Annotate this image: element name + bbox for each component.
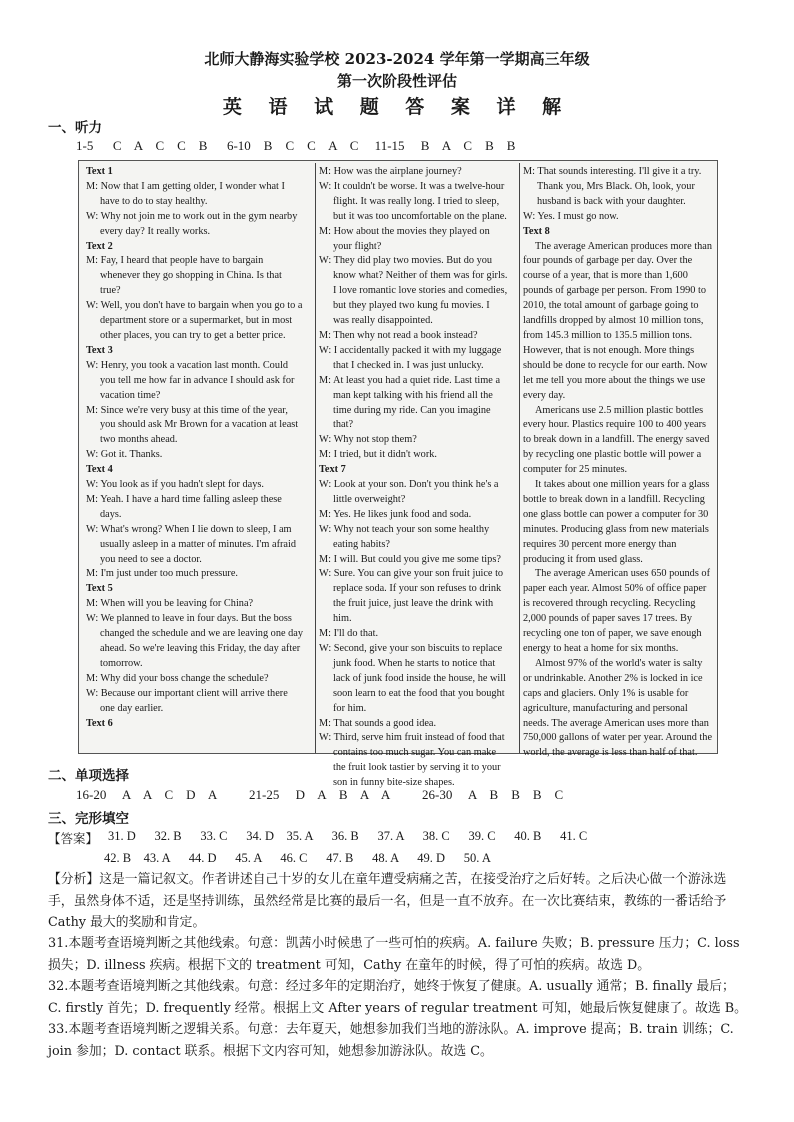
transcript-column-3: [519, 163, 715, 759]
exam-subtitle: 第一次阶段性评估: [336, 72, 457, 90]
transcript-line: M: Fay, I heard that people have to bargain whenever they go shopping in China. Is that true?: [86, 255, 282, 297]
transcript-text-heading: Text 7: [319, 464, 346, 476]
transcript-line: W: Why not stop them?: [319, 434, 417, 446]
transcript-line: W: Second, give your son biscuits to replace junk food. When he starts to notice that lack of junk food inside the house, he will soon learn to eat the food that you bought for him.: [319, 643, 507, 714]
transcript-line: W: Well, you don't have to bargain when you go to a department store or a supermarket, but in most other places, you can try to get a better price.: [86, 300, 303, 341]
transcript-line: W: Henry, you took a vacation last month. Could you tell me how far in advance I should ask for vacation time?: [86, 359, 295, 401]
transcript-text-heading: Text 4: [86, 464, 113, 476]
transcript-column-1: [83, 163, 306, 753]
transcript-line: M: How about the movies they played on your flight?: [319, 225, 490, 252]
transcript-line: M: How was the airplane journey?: [319, 166, 462, 177]
transcript-line: M: At least you had a quiet ride. Last time a man kept talking with his friend all the time during my ride. Can you imagine that?: [319, 374, 501, 431]
listening-answer-row: 1-5 C A C C B 6-10 B C C A C 11-15 B A C B B: [76, 138, 516, 153]
transcript-line: W: Why not teach your son some healthy eating habits?: [319, 523, 490, 550]
cloze-answer-row-1: 31. D 32. B 33. C 34. D 35. A 36. B 37. A 38. C 39. C 40. B 41. C: [108, 829, 588, 843]
transcript-line: It takes about one million years for a glass bottle to break down in a landfill. Recycling one glass bottle can power a computer for 30 minutes. Producing glass from new materials requires 30 percent more energy than producing it from used glass.: [523, 479, 710, 565]
transcript-line: W: Why not join me to work out in the gym nearby every day? It really works.: [86, 210, 298, 237]
transcript-line: M: I will. But could you give me some tips?: [319, 553, 501, 565]
transcript-line: W: Because our important client will arrive there one day earlier.: [86, 687, 288, 714]
document-title: 英 语 试 题 答 案 详 解: [222, 96, 572, 118]
transcript-line: M: Yeah. I have a hard time falling asleep these days.: [86, 493, 282, 520]
transcript-line: M: Now that I am getting older, I wonder what I have to do to stay healthy.: [86, 180, 285, 207]
transcript-text-heading: Text 8: [523, 225, 550, 237]
explanation-q31: 31.本题考查语境判断之其他线索。句意：凯茜小时候患了一些可怕的疾病。A. failure 失败；B. pressure 压力；C. loss 损失；D. illness 疾病。根据下文的 treatment 可知，Cathy 在童年的时候，得了可怕的疾病。故选 D。: [48, 936, 740, 973]
transcript-line: Almost 97% of the world's water is salty or undrinkable. Another 2% is locked in ice caps and glaciers. Only 1% is usable for agriculture, manufacturing and personal needs. The average American uses more than 750,000 gallons of water per year. Around the world, the average is less than half of that.: [523, 657, 713, 759]
section-cloze-heading: 三、完形填空: [48, 811, 129, 827]
transcript-line: M: Why did your boss change the schedule?: [86, 672, 269, 684]
transcript-line: W: I accidentally packed it with my luggage that I checked in. I was just unlucky.: [319, 344, 502, 371]
transcript-line: M: I'll do that.: [319, 628, 379, 640]
transcript-line: The average American produces more than four pounds of garbage per day. Over the course of a year, that is more than 1,600 pounds of garbage per person. From 1990 to 2010, the total amount of garbage going to landfills dropped by almost 10 million tons, from 145.3 million to 135.5 million tons. However, that is not enough. More things should be done to recycle for our earth. Now let me tell you more about the things we use every day.: [523, 240, 712, 401]
transcript-line: W: We planned to leave in four days. But the boss changed the schedule and we are leaving one day ahead. So we're leaving this Friday, the day after tomorrow.: [86, 613, 303, 669]
transcript-line: W: You look as if you hadn't slept for days.: [86, 479, 264, 491]
section-single-choice-heading: 二、单项选择: [48, 768, 129, 784]
transcript-text-heading: Text 1: [86, 166, 113, 177]
transcript-line: M: That sounds a good idea.: [319, 717, 437, 729]
transcript-line: M: That sounds interesting. I'll give it a try. Thank you, Mrs Black. Oh, look, your husband is back with your daughter.: [523, 166, 702, 207]
analysis-text: 这是一篇记叙文。作者讲述自己十岁的女儿在童年遭受病痛之苦，在接受治疗之后好转。之后决心做一个游泳选手，虽然身体不适，还是坚持训练，虽然经常是比赛的最后一名，但是一直不放弃。在一次比赛结束，教练的一番话给予 Cathy 最大的奖励和肯定。: [48, 872, 727, 930]
single-choice-answer-row: 16-20 A A C D A 21-25 D A B A A 26-30 A B B B C: [76, 787, 564, 802]
analysis-label: 【分析】: [48, 872, 100, 887]
transcript-line: M: Yes. He likes junk food and soda.: [319, 508, 472, 520]
transcript-text-heading: Text 3: [86, 344, 113, 356]
transcript-line: The average American uses 650 pounds of paper each year. Almost 50% of office paper is recovered through recycling. Recycling 2,000 pounds of paper saves 17 trees. By recycling one ton of paper, we save enough energy to heat a home for six months.: [523, 568, 710, 654]
transcript-line: W: What's wrong? When I lie down to sleep, I am usually asleep in a matter of minutes. I'm afraid you need to see a doctor.: [86, 523, 297, 565]
explanation-q32: 32.本题考查语境判断之其他线索。句意：经过多年的定期治疗，她终于恢复了健康。A. usually 通常；B. finally 最后；C. firstly 首先；D. frequently 经常。根据上文 After years of regular treatment 可知，她最后恢复健康了。故选 B。: [48, 979, 747, 1016]
cloze-answer-row-2: 42. B 43. A 44. D 45. A 46. C 47. B 48. A 49. D 50. A: [104, 851, 491, 865]
cloze-analysis: [48, 869, 748, 934]
transcript-text-heading: Text 2: [86, 240, 113, 252]
transcript-line: W: It couldn't be worse. It was a twelve-hour flight. It was really long. I tried to sleep, but it was too uncomfortable on the plane.: [319, 180, 507, 222]
section-listening-heading: 一、听力: [48, 120, 102, 136]
transcript-line: W: Third, serve him fruit instead of food that contains too much sugar. You can make the fruit look tastier by serving it to your son in funny bite-size shapes.: [319, 732, 505, 789]
transcript-line: W: Yes. I must go now.: [523, 210, 619, 222]
transcript-line: M: When will you be leaving for China?: [86, 598, 254, 610]
transcript-line: Americans use 2.5 million plastic bottles every hour. Plastics require 100 to 400 years to break down in a landfill. The energy saved by recycling one plastic bottle will power a computer for 25 minutes.: [523, 404, 710, 476]
transcript-line: M: I tried, but it didn't work.: [319, 449, 437, 461]
transcript-line: W: Got it. Thanks.: [86, 449, 163, 461]
transcript-line: W: They did play two movies. But do you know what? Neither of them was for girls. I love romantic love stories and comedies, but they played two kung fu movies. I was really disappointed.: [319, 255, 508, 327]
cloze-answer-label: 【答案】: [48, 831, 99, 846]
transcript-text-heading: Text 6: [86, 717, 113, 729]
transcript-line: M: Since we're very busy at this time of the year, you should ask Mr Brown for a vacation at least two months ahead.: [86, 404, 299, 446]
school-title: 北师大静海实验学校 2023-2024 学年第一学期高三年级: [204, 50, 590, 68]
explanation-q33: 33.本题考查语境判断之逻辑关系。句意：去年夏天，她想参加我们当地的游泳队。A. improve 提高；B. train 训练；C. join 参加；D. contact 联系。根据下文内容可知，她想参加游泳队。故选 C。: [48, 1022, 734, 1059]
transcript-line: M: Then why not read a book instead?: [319, 329, 478, 341]
transcript-column-2: [315, 163, 511, 789]
transcript-line: M: I'm just under too much pressure.: [86, 568, 238, 580]
transcript-line: W: Look at your son. Don't you think he's a little overweight?: [319, 479, 499, 505]
transcript-text-heading: Text 5: [86, 583, 113, 595]
transcript-line: W: Sure. You can give your son fruit juice to replace soda. If your son refuses to drink the fruit juice, just leave the drink with him.: [319, 568, 504, 625]
